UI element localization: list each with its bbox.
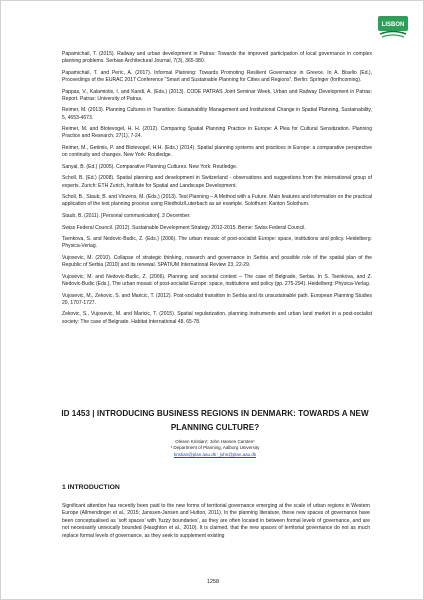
paper-title: ID 1453 | INTRODUCING BUSINESS REGIONS IN DENMARK: TOWARDS A NEW PLANNING CULTURE? [61, 409, 369, 432]
reference-entry: Reimer, M., Getimis, P. and Blotevogel, H.H. (Eds.) (2014). Spatial planning systems and practices in Europe: a comparative perspective on continuity and changes. New York: Routledge. [62, 144, 372, 159]
reference-list [62, 51, 372, 330]
reference-entry: Tsenkova, S. and Nedovic-Budic, Z. (Eds.) (2006). The urban mosaic of post-socialist Europe: space, institutions and policy. Heidelberg: Physica-Verlag. [62, 236, 372, 250]
reference-entry: Vujosevic, M. (2010). Collapse of strategic thinking, research and governance in Serbia and possible role of the spatial plan of the Republic of Serbia (2010) and its renewal. SPATIUM International Review 23, 22-29. [62, 254, 372, 269]
conference-logo [377, 15, 409, 39]
reference-entry: Papamichail, T. and Peric, A. (2017). Informal Planning: Towards Promoting Resilient Governance in Greece. In A. Bisello (Ed.), Proceedings of the EURAC 2017 Conference “Smart and Sustainable Planning for Cities and Regions”. Berlin: Springer (forthcoming). [62, 69, 372, 83]
reference-entry: Sanyal, B. (Ed.) (2005). Comparative Planning Cultures. New York: Routledge. [62, 163, 238, 170]
body-paragraph: Significant attention has recently been paid to the new forms of territorial governance emerging at the scale of urban regions in Western Europe (Allmendinger et al., 2015; Janssen-Jansen and Hutton, 2011). In the planning literature, these new spaces of governance have been conceptualised as ‘soft spaces’ with ‘fuzzy boundaries’, as they are often located in between formal levels of governance, and are not necessarily univocally bounded (Haughton et al., 2010). It is claimed, that the new spaces of territorial governance do not as much replace formal levels of governance, as they seek to supplement existing [62, 503, 370, 539]
reference-entry: Vujosevic, M., Zekovic, S. and Maricic, T. (2012). Post-socialist transition in Serbia and its unsustainable path. European Planning Studies 20, 1707-1727. [62, 292, 372, 306]
author-block [101, 439, 329, 458]
logo-text: LISBON [381, 22, 405, 28]
reference-entry: Scholl, B., Staub, B. and Vinzens, M. (Eds.) (2013). Test Planning – A Method with a Future. Main features and information on the practical application of the test planning process using Riedholz/Luterbach as an example. Solothurn: Kanton Solothurn. [62, 194, 372, 208]
reference-entry: Reimer, M. (2013). Planning Cultures in Transition: Sustainability Management and Institutional Change in Spatial Planning, Sustainability, 5, 4653-4673. [62, 107, 372, 121]
reference-entry: Swiss Federal Council. (2012). Sustainable Development Strategy 2012-2015. Berne: Swiss Federal Council. [62, 224, 306, 231]
reference-entry: Vujosevic, M. and Nedovic-Budic, Z. (2006). Planning and societal context – The case of Belgrade, Serbia. In S. Tsenkova, and Z. Nedovic-Budic (Eds.), The urban mosaic of post-socialist Europe: space, institutions and policy (pp. 275-294). Heidelberg: Physica-Verlag. [62, 273, 372, 287]
reference-entry: Scholl, B. (Ed.) (2008). Spatial planning and development in Switzerland - observations and suggestions from the international group of experts. Zurich: ETH Zurich, Institute for Spatial and Landscape Development. [62, 175, 372, 189]
reference-entry: Zekovic, S., Vujosevic, M. and Maricic, T. (2015). Spatial regularization, planning instruments and urban land market in a post-socialist society: The case of Belgrade. Habitat International 48, 65-78. [62, 311, 372, 325]
reference-entry: Reimer, M. and Blotevogel, H. H. (2012). Comparing Spatial Planning Practice in Europe: A Plea for Cultural Sensitization. Planning Practice and Research, 27(1), 7-24. [62, 126, 372, 140]
reference-entry: Papamichail, T. (2015). Railway and urban development in Patras: Towards the improved participation of local governance in complex planning problems. Serbian Architectural Journal, 7(3), 365-380. [62, 51, 372, 65]
reference-entry: Staub, B. (2011). [Personal communication]. 3 December. [62, 212, 191, 219]
author-names: Olesen Kristian¹; John Hansen Carsten¹ [175, 439, 255, 444]
page-number: 1258 [206, 579, 220, 585]
reference-entry: Pappas, V., Kalamiotis, I. and Kandi, A. (Eds.) (2013). CODE PATRAS Joint Seminar Week, Urban and Railway Development in Patras: Report. Patras: University of Patras. [62, 88, 372, 102]
section-heading: 1 INTRODUCTION [62, 484, 120, 491]
author-affiliation: ¹ Department of Planning, Aalborg University [170, 445, 260, 451]
author-emails[interactable]: kristian@plan.aau.dk ; john@plan.aau.dk [173, 451, 257, 457]
